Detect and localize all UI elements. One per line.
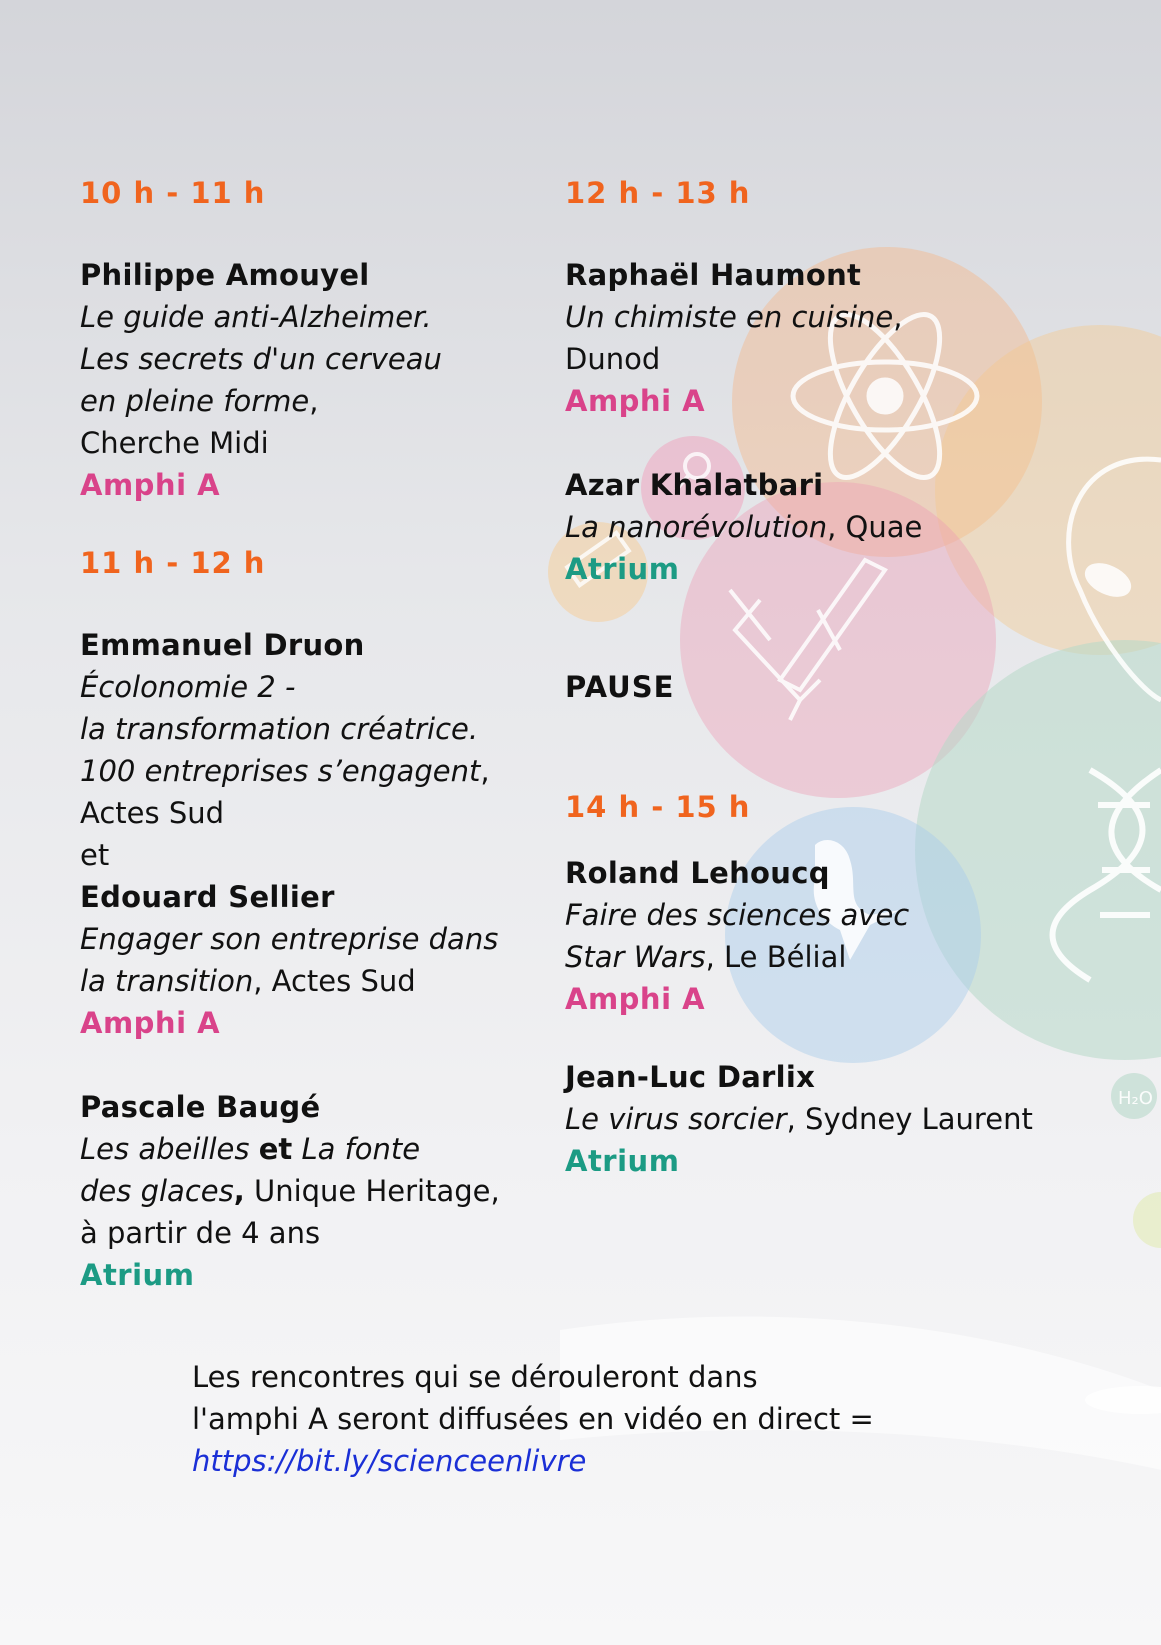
publisher: Quae <box>845 510 923 544</box>
age-note: à partir de 4 ans <box>80 1216 321 1250</box>
notice-line: Les rencontres qui se dérouleront dans <box>192 1360 758 1394</box>
speaker-name: Philippe Amouyel <box>80 258 370 292</box>
speaker-name: Emmanuel Druon <box>80 628 365 662</box>
publisher: Le Bélial <box>724 940 847 974</box>
book-title: Les abeilles <box>80 1132 250 1166</box>
speaker-name: Pascale Baugé <box>80 1090 321 1124</box>
book-title: La fonte <box>301 1132 421 1166</box>
left-column: 10 h - 11 h Philippe Amouyel Le guide anti-Alzheimer. Les secrets d'un cerveau en pleine forme, Cherche Midi Amphi A 11 h - 12 h Emmanuel Druon Écolonomie 2 - la transformation créatrice. 100 entreprises s’engagent, Actes Sud et Edouard Sellier Engager son entreprise dans la transition, Actes Sud Amphi A Pascale Baugé Les abeilles et La fonte des glaces, Unique Heritage, à partir de 4 ans Atrium <box>80 172 540 1296</box>
publisher: Unique Heritage, <box>253 1174 500 1208</box>
speaker-name: Roland Lehoucq <box>565 856 830 890</box>
book-title: Le virus sorcier <box>565 1102 787 1136</box>
room-label: Atrium <box>565 1144 680 1178</box>
book-title: des glaces <box>80 1174 234 1208</box>
book-title: la transformation créatrice. <box>80 712 479 746</box>
vi-bubble <box>1133 1192 1161 1248</box>
room-label: Amphi A <box>565 384 706 418</box>
time-slot-12h: 12 h - 13 h <box>565 176 751 210</box>
speaker-name: Jean-Luc Darlix <box>565 1060 816 1094</box>
book-title: en pleine forme <box>80 384 310 418</box>
publisher: Sydney Laurent <box>805 1102 1033 1136</box>
speaker-name: Raphaël Haumont <box>565 258 862 292</box>
book-title: Écolonomie 2 - <box>80 670 296 704</box>
conjunction: et <box>258 1132 293 1166</box>
pause-label: PAUSE <box>565 670 675 704</box>
room-label: Atrium <box>80 1258 195 1292</box>
book-title: Faire des sciences avec <box>565 898 910 932</box>
book-title: La nanorévolution <box>565 510 828 544</box>
room-label: Amphi A <box>80 468 221 502</box>
publisher: Actes Sud <box>271 964 416 998</box>
book-title: 100 entreprises s’engagent <box>80 754 481 788</box>
book-title: Engager son entreprise dans <box>80 922 499 956</box>
time-slot-10h: 10 h - 11 h <box>80 176 266 210</box>
speaker-name: Edouard Sellier <box>80 880 335 914</box>
book-title: Les secrets d'un cerveau <box>80 342 442 376</box>
time-slot-11h: 11 h - 12 h <box>80 546 266 580</box>
notice-line: l'amphi A seront diffusées en vidéo en direct = <box>192 1402 874 1436</box>
room-label: Amphi A <box>565 982 706 1016</box>
book-title: Le guide anti-Alzheimer. <box>80 300 432 334</box>
publisher: Dunod <box>565 342 661 376</box>
streaming-notice <box>192 1356 1092 1482</box>
room-label: Atrium <box>565 552 680 586</box>
conjunction: et <box>80 838 110 872</box>
room-label: Amphi A <box>80 1006 221 1040</box>
publisher: Cherche Midi <box>80 426 269 460</box>
book-title: la transition <box>80 964 254 998</box>
right-column: 12 h - 13 h Raphaël Haumont Un chimiste en cuisine, Dunod Amphi A Azar Khalatbari La nanorévolution, Quae Atrium PAUSE 14 h - 15 h Roland Lehoucq Faire des sciences avec Star Wars, Le Bélial Amphi A Jean-Luc Darlix Le virus sorcier, Sydney Laurent Atrium <box>565 172 1125 1182</box>
time-slot-14h: 14 h - 15 h <box>565 790 751 824</box>
speaker-name: Azar Khalatbari <box>565 468 824 502</box>
publisher: Actes Sud <box>80 796 225 830</box>
book-title: Star Wars <box>565 940 706 974</box>
book-title: Un chimiste en cuisine <box>565 300 894 334</box>
h2o-label: H₂O <box>1118 1088 1153 1109</box>
stream-link[interactable]: https://bit.ly/scienceenlivre <box>192 1444 587 1478</box>
